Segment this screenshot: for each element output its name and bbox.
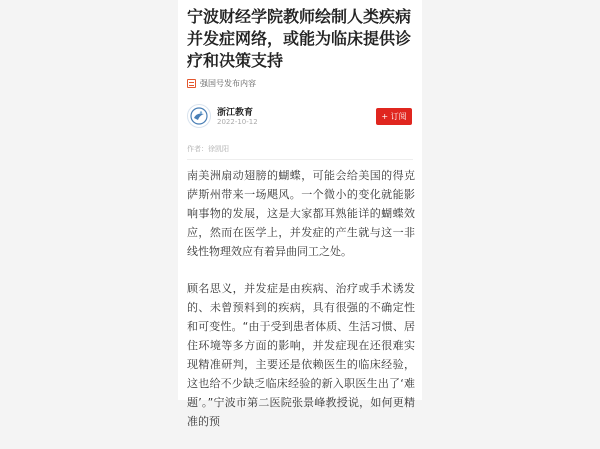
article-body — [187, 166, 415, 449]
paragraph: 南美洲扇动翅膀的蝴蝶，可能会给美国的得克萨斯州带来一场飓风。一个微小的变化就能影响事物的发展，这是大家都耳熟能详的蝴蝶效应，然而在医学上，并发症的产生就与这一非线性物理效应有着异曲同工之处。 — [187, 169, 415, 258]
document-icon — [187, 79, 196, 88]
paragraph: 顾名思义，并发症是由疾病、治疗或手术诱发的、未曾预料到的疾病，具有很强的不确定性和可变性。“由于受到患者体质、生活习惯、居住环境等多方面的影响，并发症现在还很难实现精准研判，主要还是依赖医生的临床经验，这也给不少缺乏临床经验的新入职医生出了‘难题’。”宁波市第二医院张景峰教授说，如何更精准的预 — [187, 282, 415, 428]
subscribe-button[interactable]: + 订阅 — [376, 108, 412, 125]
avatar[interactable] — [187, 104, 211, 128]
article-title: 宁波财经学院教师绘制人类疾病并发症网络，或能为临床提供诊疗和决策支持 — [187, 7, 412, 70]
author-row — [187, 104, 413, 132]
article-page — [178, 0, 422, 428]
author-name[interactable]: 浙江教育 — [217, 108, 254, 118]
byline: 作者：徐凯阳 — [187, 145, 229, 153]
source-tag — [187, 76, 256, 90]
divider — [187, 159, 413, 160]
zhejiang-education-logo-icon — [190, 107, 208, 125]
source-label: 强国号发布内容 — [200, 78, 256, 88]
publish-date: 2022-10-12 — [217, 118, 258, 126]
